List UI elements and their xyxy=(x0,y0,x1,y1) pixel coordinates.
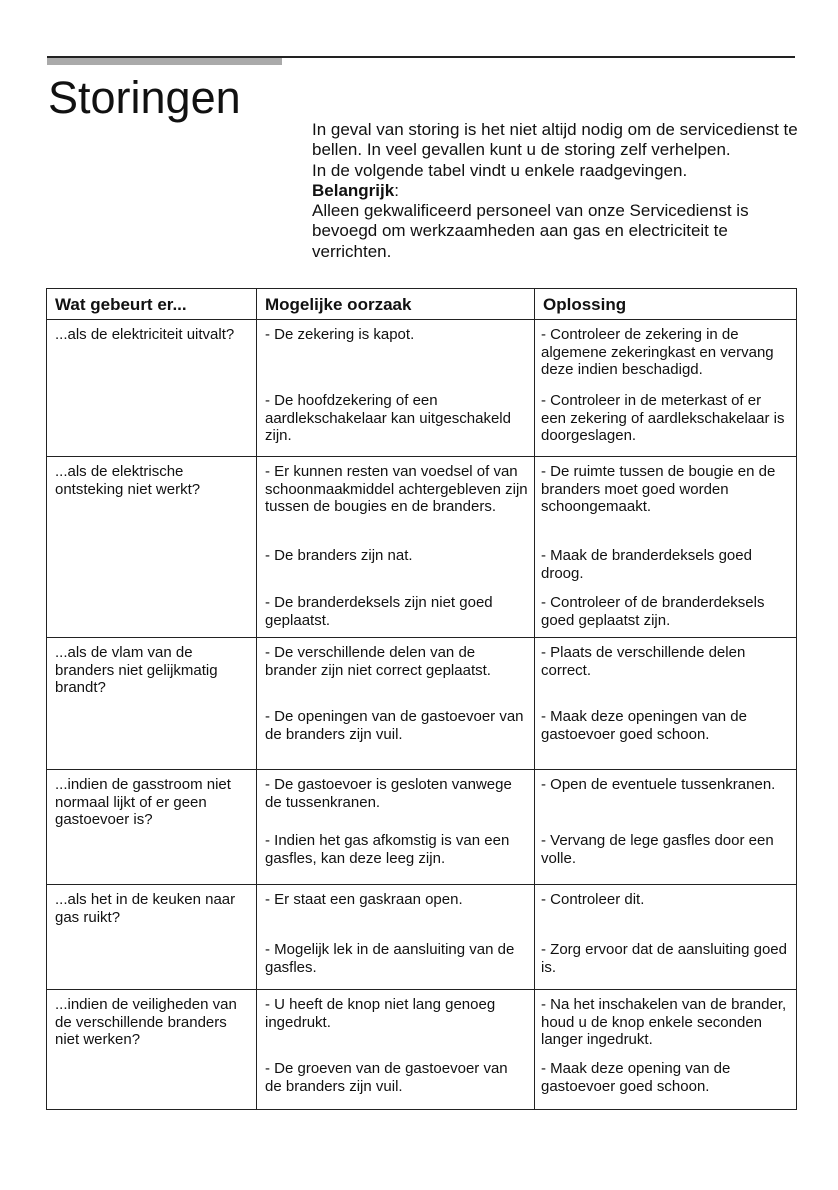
header-solution: Oplossing xyxy=(535,289,797,320)
cause-item: - De hoofdzekering of een aardlekschakelaar kan uitgeschakeld zijn. xyxy=(265,392,511,445)
cause-item: - Er kunnen resten van voedsel of van schoonmaakmiddel achtergebleven zijn tussen de bougies en de branders. xyxy=(265,463,528,516)
question-cell: ...indien de gasstroom niet normaal lijkt of er geen gastoevoer is? xyxy=(47,770,257,885)
question-cell: ...als de elektriciteit uitvalt? xyxy=(47,320,257,457)
solution-item: - Zorg ervoor dat de aansluiting goed is. xyxy=(541,941,787,976)
question-cell: ...als de vlam van de branders niet gelijkmatig brandt? xyxy=(47,638,257,770)
intro-paragraph-1: In geval van storing is het niet altijd nodig om de servicedienst te bellen. In veel gevallen kunt u de storing zelf verhelpen. xyxy=(312,120,798,160)
solution-item: - Vervang de lege gasfles door een volle. xyxy=(541,832,774,867)
solution-cell xyxy=(535,457,797,638)
solution-cell xyxy=(535,885,797,990)
solution-item: - Na het inschakelen van de brander, houd u de knop enkele seconden langer ingedrukt. xyxy=(541,996,787,1049)
question-cell: ...als de elektrische ontsteking niet werkt? xyxy=(47,457,257,638)
table-row xyxy=(47,770,797,885)
intro-text xyxy=(312,120,802,262)
solution-item: - Open de eventuele tussenkranen. xyxy=(541,776,776,793)
solution-cell xyxy=(535,320,797,457)
solution-item: - De ruimte tussen de bougie en de branders moet goed worden schoongemaakt. xyxy=(541,463,776,516)
solution-item: - Controleer de zekering in de algemene zekeringkast en vervang deze indien beschadigd. xyxy=(541,326,774,379)
cause-item: - U heeft de knop niet lang genoeg ingedrukt. xyxy=(265,996,496,1031)
important-colon: : xyxy=(394,180,399,200)
table-header-row xyxy=(47,289,797,320)
solution-item: - Controleer of de branderdeksels goed geplaatst zijn. xyxy=(541,594,765,629)
solution-cell xyxy=(535,638,797,770)
intro-important xyxy=(312,181,802,201)
cause-item: - De branderdeksels zijn niet goed geplaatst. xyxy=(265,594,493,629)
table-row xyxy=(47,990,797,1110)
cause-item: - De verschillende delen van de brander zijn niet correct geplaatst. xyxy=(265,644,491,679)
header-what-happens: Wat gebeurt er... xyxy=(47,289,257,320)
solution-cell xyxy=(535,990,797,1110)
cause-item: - De groeven van de gastoevoer van de branders zijn vuil. xyxy=(265,1060,508,1095)
cause-item: - Mogelijk lek in de aansluiting van de gasfles. xyxy=(265,941,515,976)
cause-item: - Indien het gas afkomstig is van een gasfles, kan deze leeg zijn. xyxy=(265,832,510,867)
table-row xyxy=(47,638,797,770)
solution-item: - Maak deze openingen van de gastoevoer goed schoon. xyxy=(541,708,747,743)
cause-cell xyxy=(257,320,535,457)
solution-item: - Maak de branderdeksels goed droog. xyxy=(541,547,752,582)
solution-item: - Plaats de verschillende delen correct. xyxy=(541,644,746,679)
cause-cell xyxy=(257,638,535,770)
table-row xyxy=(47,320,797,457)
table-row xyxy=(47,457,797,638)
solution-item: - Maak deze opening van de gastoevoer goed schoon. xyxy=(541,1060,731,1095)
page-title: Storingen xyxy=(48,72,241,123)
solution-cell xyxy=(535,770,797,885)
cause-cell xyxy=(257,457,535,638)
cause-item: - De zekering is kapot. xyxy=(265,326,415,343)
title-accent-bar xyxy=(47,58,282,65)
intro-paragraph-3: Alleen gekwalificeerd personeel van onze Servicedienst is bevoegd om werkzaamheden aan gas en electriciteit te verrichten. xyxy=(312,201,749,261)
cause-item: - De openingen van de gastoevoer van de branders zijn vuil. xyxy=(265,708,524,743)
table-row xyxy=(47,885,797,990)
cause-item: - Er staat een gaskraan open. xyxy=(265,891,463,908)
cause-cell xyxy=(257,770,535,885)
troubleshooting-table xyxy=(46,288,797,1110)
solution-item: - Controleer dit. xyxy=(541,891,645,908)
header-possible-cause: Mogelijke oorzaak xyxy=(257,289,535,320)
question-cell: ...indien de veiligheden van de verschillende branders niet werken? xyxy=(47,990,257,1110)
solution-item: - Controleer in de meterkast of er een zekering of aardlekschakelaar is doorgeslagen. xyxy=(541,392,785,445)
important-label: Belangrijk xyxy=(312,180,395,200)
question-cell: ...als het in de keuken naar gas ruikt? xyxy=(47,885,257,990)
cause-cell xyxy=(257,885,535,990)
intro-paragraph-2: In de volgende tabel vindt u enkele raadgevingen. xyxy=(312,160,688,180)
cause-cell xyxy=(257,990,535,1110)
cause-item: - De branders zijn nat. xyxy=(265,547,413,564)
cause-item: - De gastoevoer is gesloten vanwege de tussenkranen. xyxy=(265,776,512,811)
